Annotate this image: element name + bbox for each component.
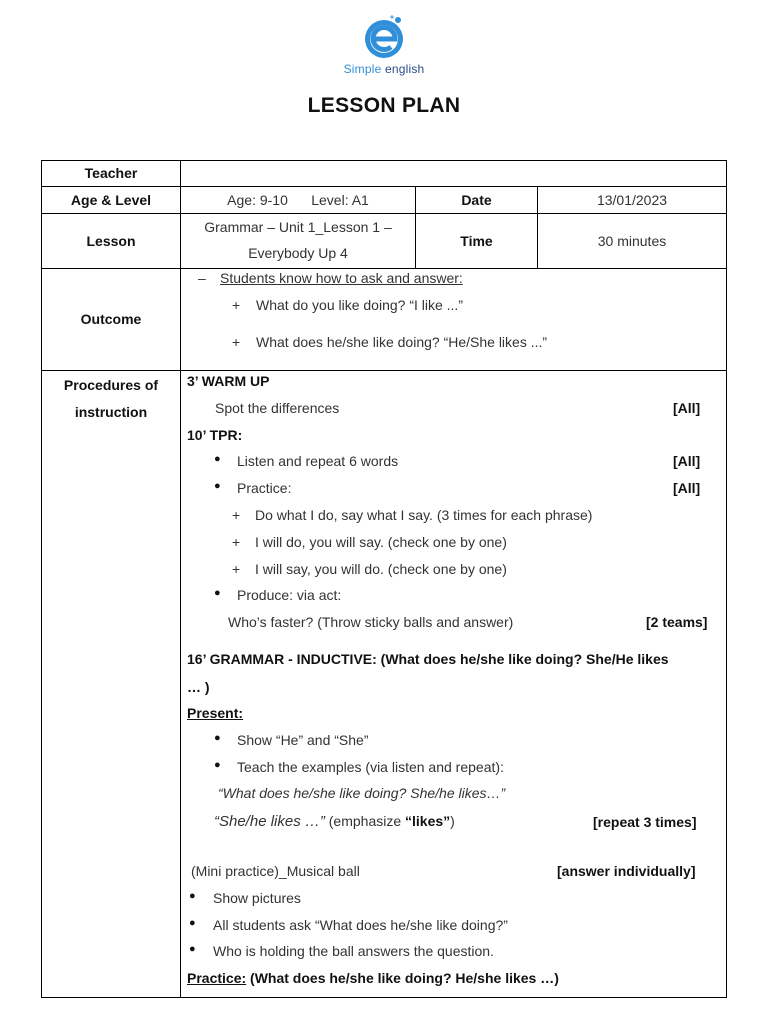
tpr-sub-1: Do what I do, say what I say. (3 times for each phrase)	[255, 507, 593, 523]
repeat-tag: [repeat 3 times]	[593, 814, 697, 830]
mini-practice-tag: [answer individually]	[557, 863, 696, 879]
bullet: ●	[189, 943, 196, 955]
e-letter-icon	[361, 14, 407, 60]
grammar-example-1: “What does he/she like doing? She/he likes…”	[218, 785, 506, 801]
bullet: ●	[214, 480, 221, 492]
time-label: Time	[460, 233, 493, 249]
procedures-label-line-2: instruction	[74, 404, 148, 420]
outcome-label: Outcome	[80, 311, 142, 327]
outcome-plus-2: +	[232, 334, 241, 350]
lesson-plan-table	[41, 160, 727, 998]
plus-mark: +	[232, 561, 241, 577]
procedures-label	[42, 372, 180, 426]
time-value: 30 minutes	[597, 233, 667, 249]
outcome-item-2: What does he/she like doing? “He/She likes ...”	[256, 334, 548, 350]
practice-rest: (What does he/she like doing? He/she likes …)	[246, 970, 559, 986]
present-label: Present:	[187, 705, 244, 721]
grammar-heading-1: 16’ GRAMMAR - INDUCTIVE: (What does he/she like doing? She/He likes	[187, 651, 669, 667]
plus-mark: +	[232, 534, 241, 550]
warmup-activity: Spot the differences	[215, 400, 340, 416]
procedures-label-line-1: Procedures of	[63, 377, 159, 393]
bullet: ●	[214, 732, 221, 744]
tpr-practice-tag: [All]	[673, 480, 701, 496]
level-text: Level: A1	[311, 192, 369, 208]
bullet: ●	[189, 917, 196, 929]
age-level-label: Age & Level	[70, 192, 152, 208]
date-value: 13/01/2023	[596, 192, 668, 208]
tpr-produce-detail: Who’s faster? (Throw sticky balls and answer)	[228, 614, 514, 630]
mini-bullet-2: All students ask “What does he/she like doing?”	[213, 917, 508, 933]
page-title: LESSON PLAN	[307, 94, 461, 117]
tpr-listen: Listen and repeat 6 words	[237, 453, 399, 469]
mini-practice: (Mini practice)_Musical ball	[191, 863, 360, 879]
tpr-produce-tag: [2 teams]	[646, 614, 708, 630]
age-level-value	[181, 187, 415, 213]
warmup-heading: 3’ WARM UP	[187, 373, 270, 389]
practice-label: Practice:	[187, 970, 247, 986]
tpr-practice: Practice:	[237, 480, 292, 496]
brand-logo	[339, 14, 429, 86]
plus-mark: +	[232, 507, 241, 523]
bullet: ●	[189, 890, 196, 902]
bullet: ●	[214, 759, 221, 771]
outcome-plus-1: +	[232, 297, 241, 313]
tpr-produce: Produce: via act:	[237, 587, 342, 603]
emph-post: )	[450, 813, 455, 829]
emph-word: “likes”	[405, 813, 451, 829]
lesson-line-1: Grammar – Unit 1_Lesson 1 –	[204, 219, 392, 235]
outcome-item-1: What do you like doing? “I like ...”	[256, 297, 463, 313]
outcome-dash: –	[198, 270, 206, 286]
tpr-heading: 10’ TPR:	[187, 427, 243, 443]
tpr-sub-2: I will do, you will say. (check one by one)	[255, 534, 507, 550]
teacher-label: Teacher	[84, 165, 138, 181]
lesson-line-2: Everybody Up 4	[248, 245, 348, 261]
grammar-show: Show “He” and “She”	[237, 732, 369, 748]
mini-bullet-1: Show pictures	[213, 890, 301, 906]
grammar-heading-2: … )	[187, 679, 210, 695]
grammar-teach: Teach the examples (via listen and repeat):	[237, 759, 504, 775]
mini-bullet-3: Who is holding the ball answers the question.	[213, 943, 494, 959]
tpr-sub-3: I will say, you will do. (check one by one)	[255, 561, 507, 577]
emph-pre: (emphasize	[324, 813, 406, 829]
tpr-listen-tag: [All]	[673, 453, 701, 469]
grammar-example-2: “She/he likes …”	[214, 813, 325, 830]
bullet: ●	[214, 453, 221, 465]
age-text: Age: 9-10	[227, 192, 288, 208]
practice-line	[187, 970, 559, 986]
lesson-label: Lesson	[86, 233, 136, 249]
outcome-intro: Students know how to ask and answer:	[220, 270, 463, 286]
bullet: ●	[214, 587, 221, 599]
lesson-value	[181, 214, 415, 266]
warmup-tag: [All]	[673, 400, 701, 416]
date-label: Date	[461, 192, 492, 208]
brand-name: Simple english	[343, 62, 425, 76]
grammar-example-2-line	[214, 813, 455, 830]
